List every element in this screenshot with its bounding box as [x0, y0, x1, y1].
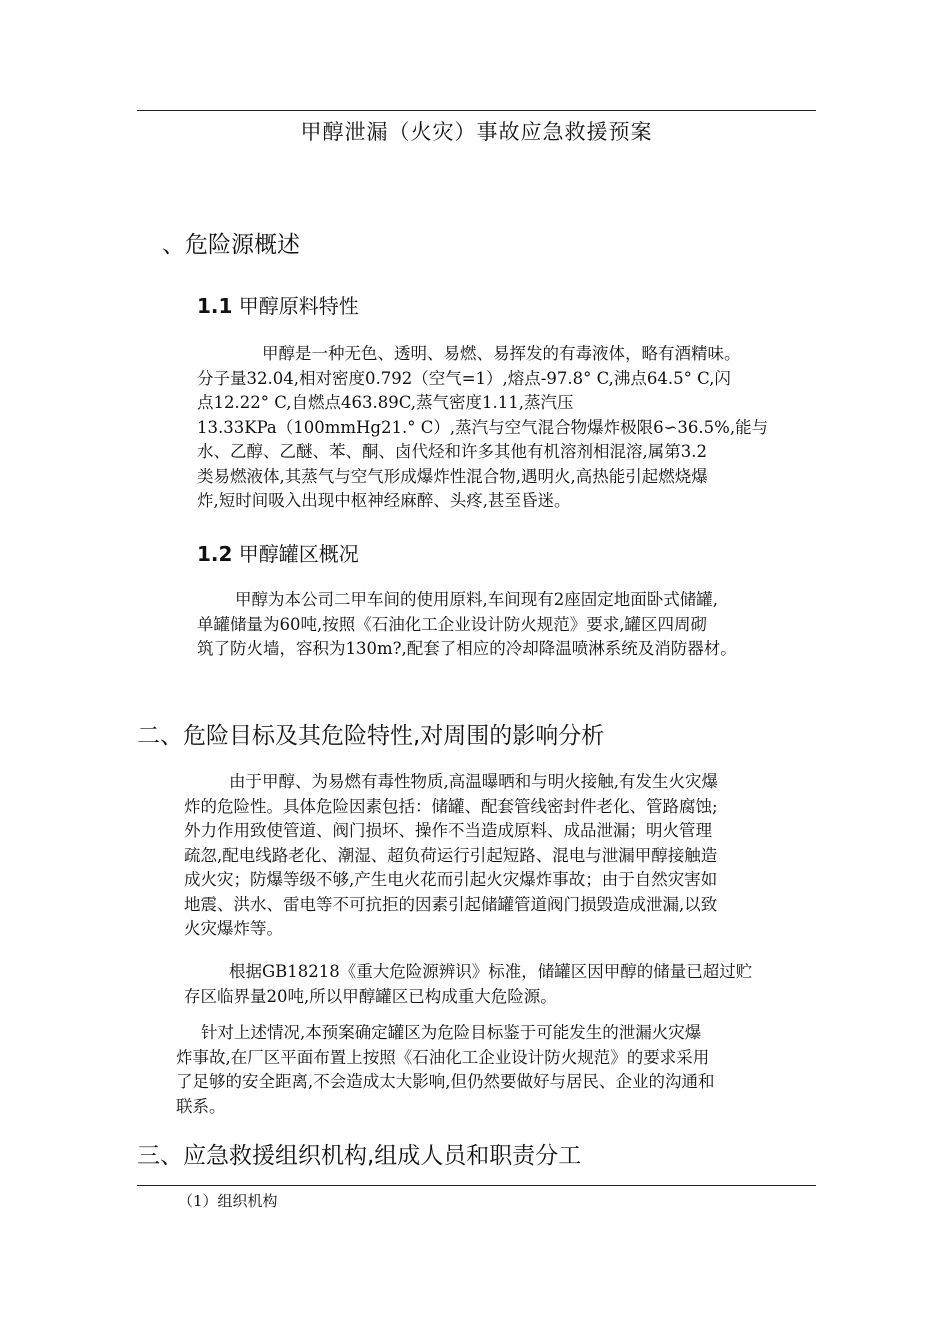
subsection-1-2-heading: [197, 538, 359, 567]
text-line: 由于甲醇、为易燃有毒性物质,高温曝晒和与明火接触,有发生火灾爆: [229, 772, 718, 791]
text-line: 单罐储量为60吨,按照《石油化工企业设计防火规范》要求,罐区四周砌: [197, 614, 707, 634]
subsection-1-2-number: 1.2: [197, 542, 233, 566]
text-line: 甲醇为本公司二甲车间的使用原料,车间现有2座固定地面卧式储罐,: [235, 590, 718, 609]
text-line: 疏忽,配电线路老化、潮湿、超负荷运行引起短路、混电与泄漏甲醇接触造: [184, 845, 718, 865]
subsection-1-1-heading: [197, 290, 359, 319]
subsection-1-1-number: 1.1: [197, 294, 233, 318]
section-3-heading: 三、应急救援组织机构,组成人员和职责分工: [137, 1143, 582, 1169]
subsection-1-2-title: 甲醇罐区概况: [238, 542, 359, 566]
text-line: 地震、洪水、雷电等不可抗拒的因素引起储罐管道阀门损毁造成泄漏,以致: [184, 894, 718, 914]
subsection-1-1-title: 甲醇原料特性: [238, 294, 359, 318]
text-line: 类易燃液体,其蒸气与空气形成爆炸性混合物,遇明火,高热能引起燃烧爆: [197, 466, 708, 486]
paragraph-target-measures: [176, 1021, 715, 1119]
text-line: 针对上述情况,本预案确定罐区为危险目标鉴于可能发生的泄漏火灾爆: [201, 1023, 702, 1042]
item-organization: （1）组织机构: [178, 1192, 278, 1210]
text-line: 了足够的安全距离,不会造成太大影响,但仍然要做好与居民、企业的沟通和: [176, 1072, 715, 1091]
section-2-heading: 二、危险目标及其危险特性,对周围的影响分析: [137, 723, 605, 749]
page-title: 甲醇泄漏（火灾）事故应急救援预案: [300, 120, 653, 144]
text-line: 火灾爆炸等。: [184, 919, 283, 938]
text-line: 根据GB18218《重大危险源辨识》标准，储罐区因甲醇的储量已超过贮: [229, 962, 753, 981]
text-line: 炸,短时间吸入出现中枢神经麻醉、头疼,甚至昏迷。: [197, 491, 571, 510]
text-line: 成火灾；防爆等级不够,产生电火花而引起火灾爆炸事故；由于自然灾害如: [184, 870, 718, 889]
paragraph-tank-area: [197, 588, 737, 662]
text-line: 联系。: [176, 1096, 226, 1116]
paragraph-methanol-properties: [197, 342, 768, 514]
section-1-heading: 、危险源概述: [162, 232, 300, 258]
text-line: 水、乙醇、乙醚、苯、酮、卤代烃和许多其他有机溶剂相混溶,属第3.2: [197, 442, 707, 461]
text-line: 筑了防火墙，容积为130m?,配套了相应的冷却降温喷淋系统及消防器材。: [197, 639, 737, 658]
paragraph-hazard-factors: [184, 770, 718, 942]
paragraph-major-hazard: [184, 960, 752, 1009]
text-line: 分子量32.04,相对密度0.792（空气=1）,熔点-97.8° C,沸点64.5° C,闪: [197, 368, 731, 388]
text-line: 炸的危险性。具体危险因素包括：储罐、配套管线密封件老化、管路腐蚀;: [184, 796, 718, 816]
text-line: 点12.22° C,自燃点463.89C,蒸气密度1.11,蒸汽压: [197, 393, 574, 412]
text-line: 存区临界量20吨,所以甲醇罐区已构成重大危险源。: [184, 986, 557, 1006]
text-line: 甲醇是一种无色、透明、易燃、易挥发的有毒液体，略有酒精味。: [262, 344, 741, 363]
top-rule: [137, 110, 816, 111]
text-line: 外力作用致使管道、阀门损坏、操作不当造成原料、成品泄漏；明火管理: [184, 821, 712, 840]
text-line: 13.33KPa（100mmHg21.° C）,蒸汽与空气混合物爆炸极限6∽36.5%,能与: [197, 417, 769, 437]
text-line: 炸事故,在厂区平面布置上按照《石油化工企业设计防火规范》的要求采用: [176, 1047, 710, 1067]
bottom-rule: [137, 1185, 816, 1186]
